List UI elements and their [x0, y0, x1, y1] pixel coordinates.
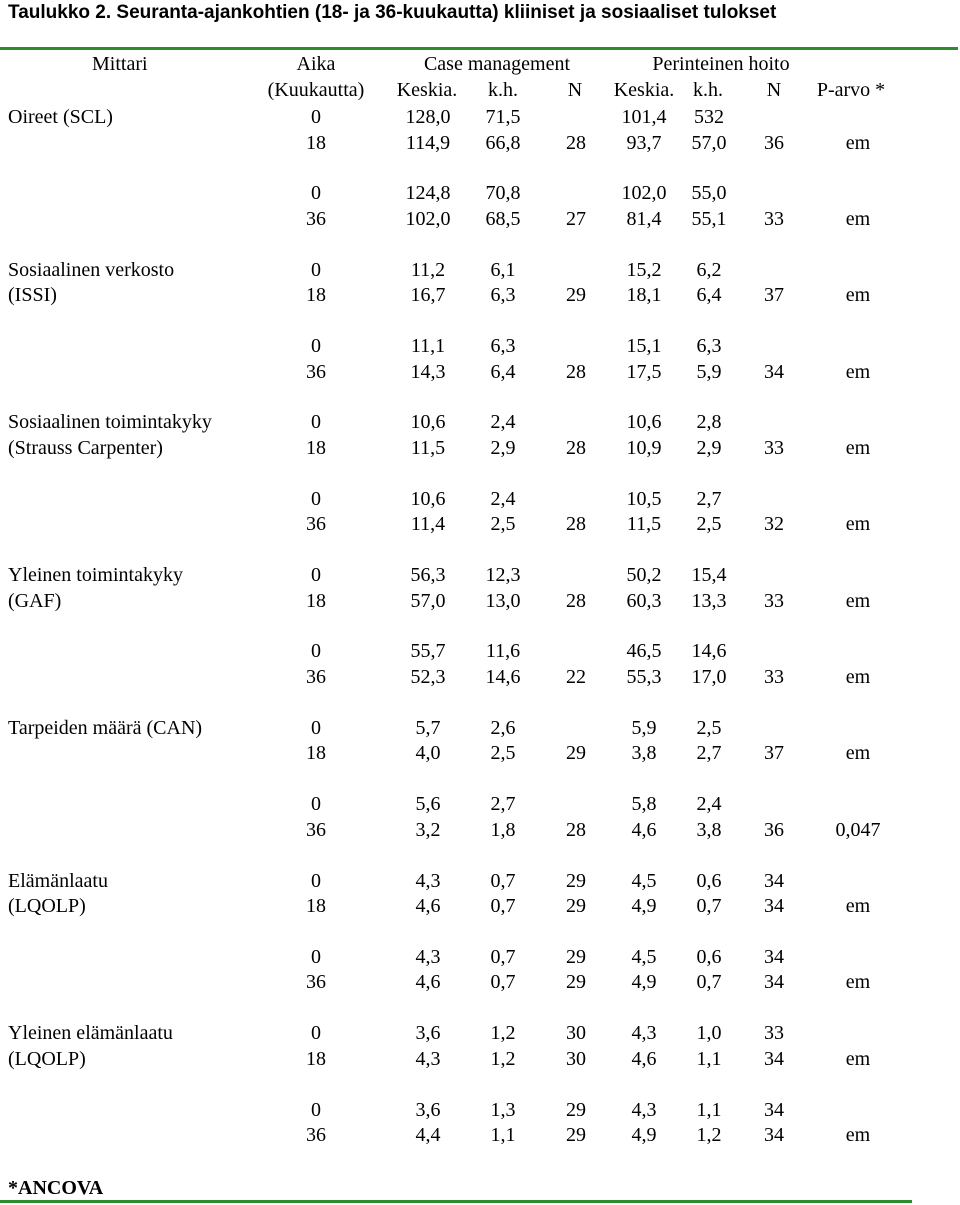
cell-aika: 36	[306, 818, 326, 841]
cell-ph-n: 33	[764, 437, 784, 459]
cell-ph-kh: 1,2	[696, 1124, 722, 1147]
cell-aika: 0	[311, 411, 321, 434]
header-keskia-ph: Keskia.	[613, 79, 675, 101]
cell-cm-kh: 1,1	[490, 1124, 516, 1147]
cell-aika: 0	[311, 716, 321, 739]
cell-cm-kh: 6,4	[490, 360, 516, 383]
cell-cm-kh: 6,3	[490, 335, 516, 358]
cell-cm-keskia: 4,3	[415, 945, 441, 968]
cell-ph-kh: 14,6	[691, 640, 727, 663]
cell-ph-n: 34	[764, 1098, 784, 1121]
cell-p-arvo: em	[845, 742, 871, 765]
cell-ph-kh: 3,8	[696, 818, 722, 841]
cell-cm-kh: 1,8	[490, 818, 516, 841]
cell-ph-kh: 6,2	[696, 258, 722, 281]
header-mittari: Mittari	[92, 53, 148, 75]
header-n-ph: N	[766, 79, 782, 101]
measure-sublabel: (Strauss Carpenter)	[8, 437, 163, 459]
cell-aika: 36	[306, 360, 326, 383]
cell-aika: 0	[311, 793, 321, 816]
measure-label: Tarpeiden määrä (CAN)	[8, 716, 203, 739]
cell-ph-kh: 13,3	[691, 589, 727, 612]
cell-ph-n: 37	[764, 742, 784, 765]
cell-cm-kh: 6,1	[490, 258, 516, 281]
cell-cm-kh: 1,3	[490, 1098, 516, 1121]
cell-ph-kh: 2,5	[696, 716, 722, 739]
top-rule	[0, 47, 958, 50]
cell-ph-kh: 6,3	[696, 335, 722, 358]
cell-cm-keskia: 52,3	[410, 666, 446, 689]
cell-cm-keskia: 128,0	[405, 106, 451, 128]
cell-aika: 18	[306, 895, 326, 918]
cell-cm-kh: 2,5	[490, 742, 516, 765]
cell-ph-keskia: 4,5	[631, 945, 657, 968]
cell-aika: 18	[306, 131, 326, 154]
header-n-cm: N	[567, 79, 583, 101]
cell-ph-keskia: 10,6	[626, 411, 662, 434]
cell-ph-kh: 5,9	[696, 360, 722, 383]
cell-cm-kh: 2,4	[490, 487, 516, 510]
cell-cm-n: 28	[566, 513, 586, 536]
cell-ph-keskia: 60,3	[626, 589, 662, 612]
cell-ph-keskia: 46,5	[626, 640, 662, 663]
cell-p-arvo: em	[845, 1124, 871, 1147]
cell-ph-kh: 1,0	[696, 1022, 722, 1045]
cell-cm-keskia: 102,0	[405, 207, 451, 230]
cell-aika: 36	[306, 513, 326, 536]
cell-ph-kh: 6,4	[696, 284, 722, 307]
cell-ph-n: 36	[764, 818, 784, 841]
cell-ph-n: 34	[764, 1124, 784, 1147]
cell-ph-keskia: 55,3	[626, 666, 662, 689]
cell-cm-kh: 0,7	[490, 945, 516, 968]
cell-cm-keskia: 3,6	[415, 1098, 441, 1121]
cell-cm-kh: 0,7	[490, 869, 516, 892]
cell-cm-keskia: 4,3	[415, 869, 441, 892]
cell-p-arvo: em	[845, 589, 871, 612]
cell-cm-n: 28	[566, 360, 586, 383]
cell-ph-keskia: 81,4	[626, 207, 662, 230]
header-kuukautta: (Kuukautta)	[267, 79, 365, 101]
cell-cm-keskia: 57,0	[410, 589, 446, 612]
measure-label: Sosiaalinen toimintakyky	[8, 411, 212, 434]
cell-p-arvo: em	[845, 360, 871, 383]
cell-cm-keskia: 14,3	[410, 360, 446, 383]
cell-ph-keskia: 4,9	[631, 971, 657, 994]
cell-aika: 36	[306, 1124, 326, 1147]
cell-ph-n: 34	[764, 971, 784, 994]
measure-label: Yleinen toimintakyky	[8, 564, 183, 587]
cell-cm-kh: 1,2	[490, 1022, 516, 1045]
cell-cm-n: 29	[566, 869, 586, 892]
cell-ph-kh: 2,7	[696, 487, 722, 510]
cell-cm-kh: 68,5	[485, 207, 521, 230]
cell-cm-n: 29	[566, 971, 586, 994]
cell-cm-keskia: 4,4	[415, 1124, 441, 1147]
cell-ph-n: 34	[764, 869, 784, 892]
measure-label: Yleinen elämänlaatu	[8, 1022, 173, 1045]
cell-ph-n: 34	[764, 945, 784, 968]
cell-ph-keskia: 5,9	[631, 716, 657, 739]
cell-aika: 0	[311, 945, 321, 968]
cell-p-arvo: em	[845, 895, 871, 918]
cell-cm-keskia: 114,9	[405, 131, 451, 154]
cell-ph-keskia: 18,1	[626, 284, 662, 307]
cell-aika: 0	[311, 869, 321, 892]
cell-cm-kh: 66,8	[485, 131, 521, 154]
cell-cm-n: 29	[566, 1124, 586, 1147]
footnote: *ANCOVA	[8, 1177, 104, 1199]
cell-cm-n: 28	[566, 589, 586, 612]
cell-ph-kh: 2,5	[696, 513, 722, 536]
cell-cm-n: 22	[566, 666, 586, 689]
cell-ph-keskia: 4,6	[631, 818, 657, 841]
cell-cm-keskia: 16,7	[410, 284, 446, 307]
cell-cm-kh: 71,5	[485, 106, 521, 128]
cell-p-arvo: em	[845, 207, 871, 230]
cell-aika: 36	[306, 666, 326, 689]
cell-ph-kh: 2,7	[696, 742, 722, 765]
cell-ph-kh: 0,7	[696, 895, 722, 918]
cell-aika: 0	[311, 1098, 321, 1121]
cell-cm-kh: 0,7	[490, 971, 516, 994]
cell-cm-keskia: 11,1	[410, 335, 446, 358]
cell-aika: 0	[311, 564, 321, 587]
cell-cm-kh: 2,7	[490, 793, 516, 816]
cell-p-arvo: em	[845, 1047, 871, 1070]
cell-cm-keskia: 4,0	[415, 742, 441, 765]
cell-p-arvo: em	[845, 971, 871, 994]
cell-cm-kh: 0,7	[490, 895, 516, 918]
cell-ph-kh: 55,0	[691, 182, 727, 205]
cell-ph-n: 33	[764, 589, 784, 612]
cell-cm-keskia: 56,3	[410, 564, 446, 587]
header-keskia-cm: Keskia.	[396, 79, 458, 101]
cell-p-arvo: em	[845, 666, 871, 689]
cell-p-arvo: em	[845, 284, 871, 307]
cell-ph-keskia: 50,2	[626, 564, 662, 587]
cell-ph-n: 34	[764, 895, 784, 918]
cell-ph-kh: 0,7	[696, 971, 722, 994]
cell-cm-n: 30	[566, 1022, 586, 1045]
cell-ph-n: 33	[764, 1022, 784, 1045]
cell-ph-kh: 1,1	[696, 1098, 722, 1121]
cell-cm-keskia: 11,5	[410, 437, 446, 459]
cell-cm-keskia: 10,6	[410, 411, 446, 434]
header-kh-ph: k.h.	[693, 79, 723, 101]
cell-ph-keskia: 5,8	[631, 793, 657, 816]
cell-ph-keskia: 10,5	[626, 487, 662, 510]
measure-sublabel: (LQOLP)	[8, 1047, 86, 1070]
cell-ph-kh: 532	[694, 106, 724, 128]
cell-cm-keskia: 4,6	[415, 895, 441, 918]
cell-ph-keskia: 15,1	[626, 335, 662, 358]
cell-ph-keskia: 4,3	[631, 1098, 657, 1121]
cell-p-arvo: em	[845, 131, 871, 154]
cell-ph-keskia: 4,5	[631, 869, 657, 892]
cell-cm-n: 30	[566, 1047, 586, 1070]
cell-cm-kh: 11,6	[485, 640, 521, 663]
cell-ph-keskia: 11,5	[626, 513, 662, 536]
cell-p-arvo: 0,047	[835, 818, 881, 841]
cell-cm-kh: 13,0	[485, 589, 521, 612]
cell-ph-keskia: 4,9	[631, 1124, 657, 1147]
cell-p-arvo: em	[845, 437, 871, 459]
cell-ph-n: 33	[764, 207, 784, 230]
cell-cm-kh: 70,8	[485, 182, 521, 205]
cell-cm-n: 29	[566, 1098, 586, 1121]
cell-ph-keskia: 3,8	[631, 742, 657, 765]
cell-aika: 0	[311, 1022, 321, 1045]
cell-ph-keskia: 4,3	[631, 1022, 657, 1045]
cell-aika: 36	[306, 207, 326, 230]
cell-cm-n: 29	[566, 895, 586, 918]
bottom-rule	[0, 1200, 912, 1203]
cell-ph-kh: 0,6	[696, 945, 722, 968]
measure-label: Sosiaalinen verkosto	[8, 258, 175, 281]
measure-label: Oireet (SCL)	[8, 106, 113, 128]
cell-ph-keskia: 4,6	[631, 1047, 657, 1070]
cell-aika: 0	[311, 487, 321, 510]
cell-cm-keskia: 55,7	[410, 640, 446, 663]
cell-cm-keskia: 4,3	[415, 1047, 441, 1070]
measure-label: Elämänlaatu	[8, 869, 108, 892]
cell-cm-keskia: 11,2	[410, 258, 446, 281]
cell-cm-keskia: 5,7	[415, 716, 441, 739]
measure-sublabel: (GAF)	[8, 589, 62, 612]
cell-cm-kh: 2,5	[490, 513, 516, 536]
cell-cm-kh: 14,6	[485, 666, 521, 689]
cell-aika: 0	[311, 258, 321, 281]
cell-aika: 0	[311, 106, 321, 128]
cell-ph-kh: 2,8	[696, 411, 722, 434]
cell-cm-keskia: 4,6	[415, 971, 441, 994]
header-kh-cm: k.h.	[488, 79, 518, 101]
cell-aika: 0	[311, 335, 321, 358]
cell-cm-n: 28	[566, 131, 586, 154]
cell-ph-n: 33	[764, 666, 784, 689]
cell-aika: 0	[311, 640, 321, 663]
header-p-arvo: P-arvo *	[816, 79, 886, 101]
measure-sublabel: (LQOLP)	[8, 895, 86, 918]
cell-ph-n: 36	[764, 131, 784, 154]
cell-ph-keskia: 17,5	[626, 360, 662, 383]
cell-cm-n: 28	[566, 818, 586, 841]
cell-ph-keskia: 4,9	[631, 895, 657, 918]
cell-aika: 18	[306, 1047, 326, 1070]
cell-cm-keskia: 10,6	[410, 487, 446, 510]
cell-ph-keskia: 102,0	[621, 182, 667, 205]
cell-ph-n: 34	[764, 360, 784, 383]
cell-ph-kh: 2,4	[696, 793, 722, 816]
cell-ph-keskia: 101,4	[621, 106, 667, 128]
cell-ph-n: 34	[764, 1047, 784, 1070]
measure-sublabel: (ISSI)	[8, 284, 57, 307]
cell-cm-keskia: 124,8	[405, 182, 451, 205]
cell-cm-kh: 2,4	[490, 411, 516, 434]
header-perinteinen-hoito: Perinteinen hoito	[652, 53, 790, 75]
header-aika: Aika	[296, 53, 336, 75]
cell-cm-n: 27	[566, 207, 586, 230]
cell-ph-keskia: 93,7	[626, 131, 662, 154]
cell-cm-n: 29	[566, 742, 586, 765]
cell-ph-kh: 1,1	[696, 1047, 722, 1070]
cell-aika: 0	[311, 182, 321, 205]
cell-ph-kh: 15,4	[691, 564, 727, 587]
cell-ph-kh: 57,0	[691, 131, 727, 154]
cell-cm-kh: 12,3	[485, 564, 521, 587]
cell-aika: 18	[306, 589, 326, 612]
cell-cm-kh: 2,9	[490, 437, 516, 459]
cell-aika: 18	[306, 437, 326, 459]
cell-cm-keskia: 3,2	[415, 818, 441, 841]
cell-cm-keskia: 11,4	[410, 513, 446, 536]
cell-cm-kh: 2,6	[490, 716, 516, 739]
cell-ph-keskia: 10,9	[626, 437, 662, 459]
cell-ph-kh: 55,1	[691, 207, 727, 230]
cell-cm-kh: 6,3	[490, 284, 516, 307]
cell-cm-kh: 1,2	[490, 1047, 516, 1070]
cell-cm-n: 29	[566, 284, 586, 307]
cell-aika: 18	[306, 284, 326, 307]
cell-ph-n: 32	[764, 513, 784, 536]
cell-ph-n: 37	[764, 284, 784, 307]
cell-cm-n: 28	[566, 437, 586, 459]
cell-cm-n: 29	[566, 945, 586, 968]
cell-ph-kh: 2,9	[696, 437, 722, 459]
cell-ph-kh: 0,6	[696, 869, 722, 892]
table-title: Taulukko 2. Seuranta-ajankohtien (18- ja 36-kuukautta) kliiniset ja sosiaaliset tulokset	[8, 2, 777, 23]
cell-ph-kh: 17,0	[691, 666, 727, 689]
cell-cm-keskia: 5,6	[415, 793, 441, 816]
cell-aika: 18	[306, 742, 326, 765]
cell-aika: 36	[306, 971, 326, 994]
cell-ph-keskia: 15,2	[626, 258, 662, 281]
header-case-management: Case management	[423, 53, 571, 75]
cell-p-arvo: em	[845, 513, 871, 536]
cell-cm-keskia: 3,6	[415, 1022, 441, 1045]
